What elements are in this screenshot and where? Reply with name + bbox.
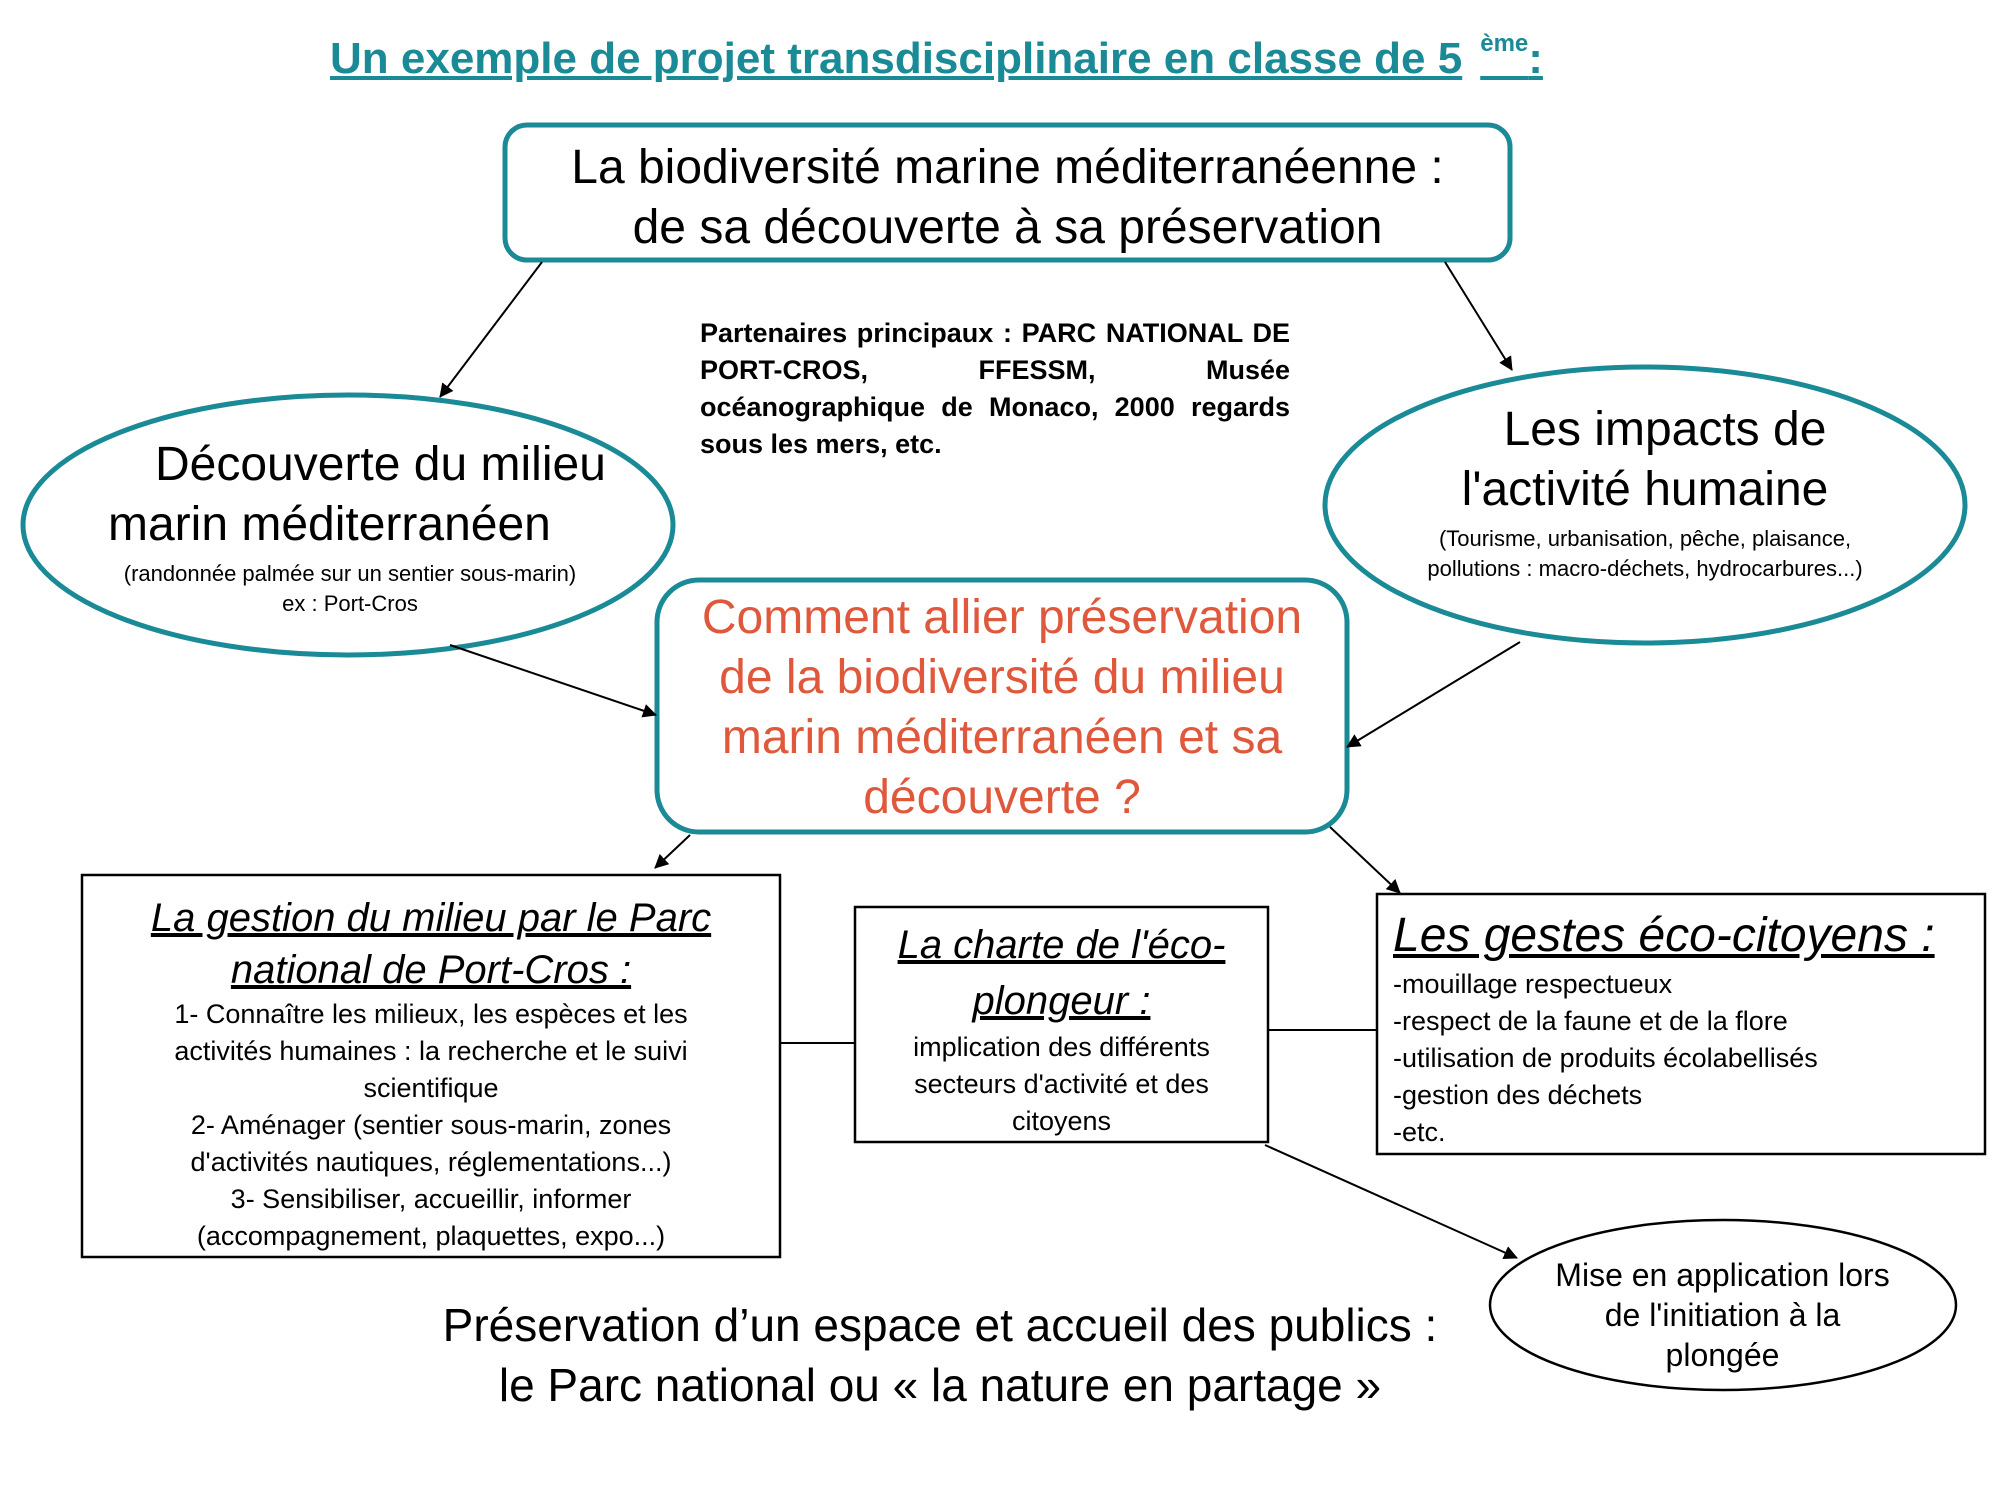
question-line4: découverte ? — [863, 771, 1141, 824]
arrow-question-to-gestion — [655, 835, 690, 868]
charte-box — [859, 917, 1264, 1140]
charte-line: secteurs d'activité et des — [914, 1069, 1209, 1099]
question-line1: Comment allier préservation — [701, 591, 1303, 644]
gestion-line: scientifique — [363, 1073, 499, 1103]
gestes-line: -mouillage respectueux — [1393, 969, 1673, 999]
gestion-title1: La gestion du milieu par le Parc — [150, 896, 712, 940]
right-ellipse-detail1: (Tourisme, urbanisation, pêche, plaisance, — [1438, 526, 1852, 551]
arrow-top-to-left — [440, 262, 542, 397]
top-box-line1: La biodiversité marine méditerranéenne : — [571, 141, 1444, 194]
arrow-top-to-right — [1445, 262, 1512, 370]
charte-line: citoyens — [1011, 1106, 1112, 1136]
footer-line2: le Parc national ou « la nature en partage » — [498, 1359, 1382, 1411]
application-line1: Mise en application lors — [1555, 1257, 1890, 1293]
gestes-title: Les gestes éco-citoyens : — [1393, 909, 1935, 962]
title-text: Un exemple de projet transdisciplinaire en classe de 5 — [330, 34, 1463, 83]
charte-title2: plongeur : — [972, 979, 1151, 1023]
question-line2: de la biodiversité du milieu — [719, 651, 1285, 704]
charte-title1: La charte de l'éco- — [897, 923, 1226, 967]
question-box — [662, 588, 1342, 828]
gestion-line: 2- Aménager (sentier sous-marin, zones — [190, 1110, 672, 1140]
gestion-box — [86, 892, 776, 1255]
title-colon: : — [1528, 34, 1543, 83]
gestion-line: 1- Connaître les milieux, les espèces et les — [174, 999, 688, 1029]
application-line2: de l'initiation à la — [1604, 1297, 1841, 1333]
gestes-line: -gestion des déchets — [1393, 1080, 1643, 1110]
footer-line1: Préservation d’un espace et accueil des publics : — [442, 1299, 1438, 1351]
arrow-charte-to-application — [1265, 1145, 1517, 1258]
right-ellipse — [1360, 400, 1930, 584]
question-line3: marin méditerranéen et sa — [721, 711, 1283, 764]
right-ellipse-line2: l'activité humaine — [1461, 463, 1829, 516]
application-line3: plongée — [1665, 1337, 1780, 1373]
right-ellipse-line1: Les impacts de — [1503, 403, 1827, 456]
right-ellipse-detail2: pollutions : macro-déchets, hydrocarbures...) — [1427, 556, 1863, 581]
footer — [340, 1295, 1540, 1415]
gestion-line: (accompagnement, plaquettes, expo...) — [196, 1221, 666, 1251]
gestes-line: -respect de la faune et de la flore — [1393, 1006, 1788, 1036]
gestion-line: d'activités nautiques, réglementations...) — [190, 1147, 672, 1177]
gestion-line: 3- Sensibiliser, accueillir, informer — [230, 1184, 632, 1214]
top-box-line2: de sa découverte à sa préservation — [632, 201, 1383, 254]
charte-line: implication des différents — [913, 1032, 1210, 1062]
application-ellipse — [1510, 1255, 1935, 1375]
left-ellipse — [40, 435, 660, 619]
left-ellipse-detail1: (randonnée palmée sur un sentier sous-marin) — [123, 561, 577, 586]
left-ellipse-line1: Découverte du milieu — [155, 438, 606, 491]
gestes-line: -etc. — [1393, 1117, 1446, 1147]
title-superscript: ème — [1480, 30, 1529, 57]
partners-text: Partenaires principaux : PARC NATIONAL DE PORT-CROS, FFESSM, Musée océanographique de Monaco, 2000 regards sous les mers, etc. — [700, 318, 1290, 459]
left-ellipse-line2: marin méditerranéen — [108, 498, 551, 551]
gestes-line: -utilisation de produits écolabellisés — [1393, 1043, 1818, 1073]
arrow-left-to-question — [450, 645, 656, 715]
gestion-line: activités humaines : la recherche et le suivi — [174, 1036, 688, 1066]
top-box — [520, 138, 1495, 258]
gestes-box — [1393, 906, 1978, 1151]
gestion-title2: national de Port-Cros : — [230, 948, 632, 992]
arrow-right-to-question — [1347, 642, 1520, 747]
left-ellipse-detail2: ex : Port-Cros — [282, 591, 418, 616]
arrow-question-to-gestes — [1330, 827, 1400, 893]
